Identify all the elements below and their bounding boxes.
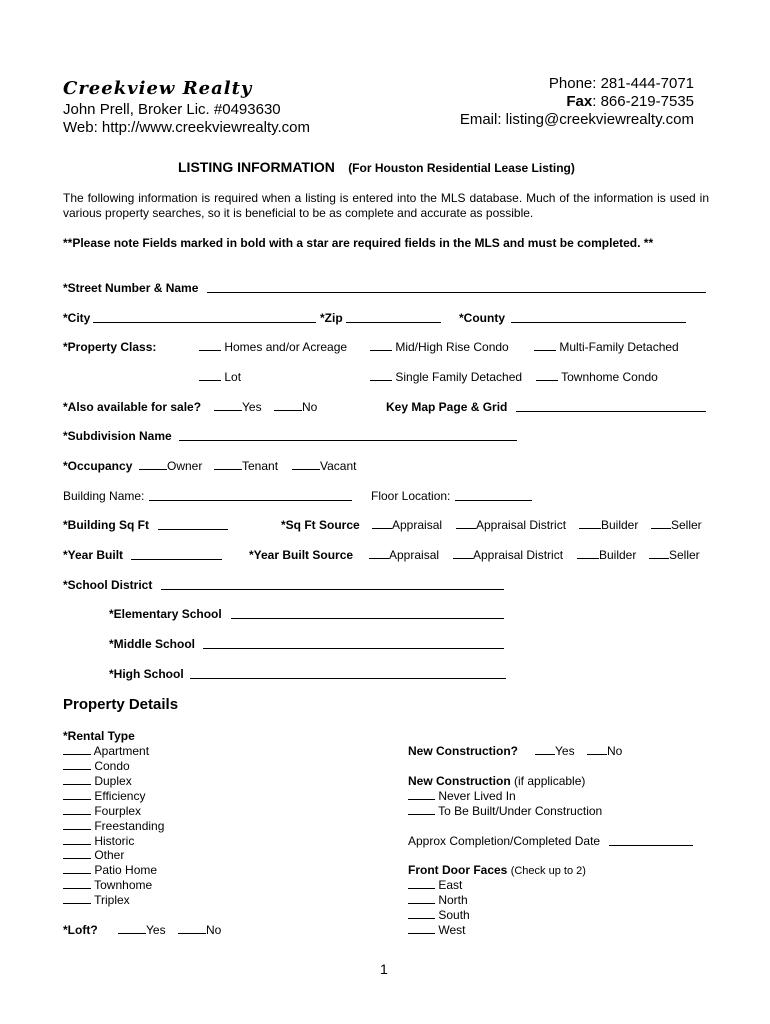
rental-type-condo[interactable]: Condo xyxy=(63,759,130,773)
class-option-midrise[interactable]: Mid/High Rise Condo xyxy=(370,340,509,354)
year-built-label: *Year Built xyxy=(63,548,124,562)
year-built-line[interactable] xyxy=(131,559,222,560)
rental-type-apartment[interactable]: Apartment xyxy=(63,744,149,758)
loft-no[interactable]: No xyxy=(178,923,221,937)
high-line[interactable] xyxy=(190,678,506,679)
broker-line: John Prell, Broker Lic. #0493630 xyxy=(63,101,281,118)
also-sale-yes[interactable]: Yes xyxy=(214,400,262,414)
street-label: *Street Number & Name xyxy=(63,281,199,295)
loft-yes[interactable]: Yes xyxy=(118,923,166,937)
nc-never-lived-in[interactable]: Never Lived In xyxy=(408,789,516,803)
new-construction-label: New Construction? xyxy=(408,744,518,758)
page-number: 1 xyxy=(380,961,388,977)
approx-completion-line[interactable] xyxy=(609,845,693,846)
intro-paragraph: The following information is required when a listing is entered into the MLS database. Much of the information is used in various property searches, so it is beneficial to be as complete and accurate as possible. xyxy=(63,191,709,220)
rental-type-townhome[interactable]: Townhome xyxy=(63,878,152,892)
class-option-lot[interactable]: Lot xyxy=(199,370,241,384)
rental-type-freestanding[interactable]: Freestanding xyxy=(63,819,164,833)
new-construction-applicable: New Construction (if applicable) xyxy=(408,774,586,788)
rental-type-historic[interactable]: Historic xyxy=(63,834,134,848)
sqft-source-seller[interactable]: Seller xyxy=(651,518,702,532)
class-option-single-family[interactable]: Single Family Detached xyxy=(370,370,522,384)
zip-label: *Zip xyxy=(320,311,343,325)
required-note: **Please note Fields marked in bold with a star are required fields in the MLS and must be completed. ** xyxy=(63,236,654,250)
rental-type-other[interactable]: Other xyxy=(63,848,124,862)
title-sub: (For Houston Residential Lease Listing) xyxy=(348,161,575,175)
school-district-line[interactable] xyxy=(161,589,504,590)
elementary-label: *Elementary School xyxy=(109,607,222,621)
key-map-label: Key Map Page & Grid xyxy=(386,400,508,414)
also-sale-label: *Also available for sale? xyxy=(63,400,202,414)
new-construction-yes[interactable]: Yes xyxy=(535,744,575,758)
also-sale-no[interactable]: No xyxy=(274,400,317,414)
key-map-line[interactable] xyxy=(516,411,706,412)
subdivision-label: *Subdivision Name xyxy=(63,429,172,443)
city-label: *City xyxy=(63,311,91,325)
web-line: Web: http://www.creekviewrealty.com xyxy=(63,119,311,136)
rental-type-duplex[interactable]: Duplex xyxy=(63,774,132,788)
school-district-label: *School District xyxy=(63,578,153,592)
nc-to-be-built[interactable]: To Be Built/Under Construction xyxy=(408,804,602,818)
building-name-label: Building Name: xyxy=(63,489,145,503)
new-construction-no[interactable]: No xyxy=(587,744,622,758)
front-door-south[interactable]: South xyxy=(408,908,470,922)
subdivision-line[interactable] xyxy=(179,440,517,441)
building-sqft-line[interactable] xyxy=(158,529,228,530)
floor-location-label: Floor Location: xyxy=(371,489,451,503)
year-source-appraisal[interactable]: Appraisal xyxy=(369,548,439,562)
company-name: Creekview Realty xyxy=(63,78,253,99)
floor-location-line[interactable] xyxy=(455,500,532,501)
building-sqft-label: *Building Sq Ft xyxy=(63,518,149,532)
occupancy-vacant[interactable]: Vacant xyxy=(292,459,356,473)
title-main: LISTING INFORMATION xyxy=(178,159,335,175)
year-built-source-label: *Year Built Source xyxy=(249,548,354,562)
high-label: *High School xyxy=(109,667,184,681)
middle-line[interactable] xyxy=(203,648,504,649)
sqft-source-label: *Sq Ft Source xyxy=(281,518,360,532)
class-option-townhome-condo[interactable]: Townhome Condo xyxy=(536,370,658,384)
form-title xyxy=(178,159,575,177)
year-source-seller[interactable]: Seller xyxy=(649,548,700,562)
front-door-north[interactable]: North xyxy=(408,893,468,907)
property-class-label: *Property Class: xyxy=(63,340,157,354)
approx-completion-label: Approx Completion/Completed Date xyxy=(408,834,601,848)
rental-type-triplex[interactable]: Triplex xyxy=(63,893,130,907)
fax-label: Fax xyxy=(566,93,593,110)
street-line[interactable] xyxy=(207,292,706,293)
building-name-line[interactable] xyxy=(149,500,352,501)
county-label: *County xyxy=(459,311,505,325)
email-line: Email: listing@creekviewrealty.com xyxy=(459,111,694,128)
loft-label: *Loft? xyxy=(63,923,98,937)
rental-type-label: *Rental Type xyxy=(63,729,135,743)
sqft-source-builder[interactable]: Builder xyxy=(579,518,638,532)
fax-value: : 866-219-7535 xyxy=(592,93,694,110)
phone-line: Phone: 281-444-7071 xyxy=(548,75,694,92)
fax-line xyxy=(566,93,694,110)
middle-label: *Middle School xyxy=(109,637,196,651)
sqft-source-district[interactable]: Appraisal District xyxy=(456,518,566,532)
sqft-source-appraisal[interactable]: Appraisal xyxy=(372,518,442,532)
occupancy-tenant[interactable]: Tenant xyxy=(214,459,278,473)
class-option-multifamily[interactable]: Multi-Family Detached xyxy=(534,340,679,354)
rental-type-efficiency[interactable]: Efficiency xyxy=(63,789,145,803)
year-source-district[interactable]: Appraisal District xyxy=(453,548,563,562)
county-line[interactable] xyxy=(511,322,686,323)
city-line[interactable] xyxy=(93,322,316,323)
front-door-west[interactable]: West xyxy=(408,923,465,937)
occupancy-owner[interactable]: Owner xyxy=(139,459,202,473)
rental-type-patio-home[interactable]: Patio Home xyxy=(63,863,157,877)
front-door-label: Front Door Faces (Check up to 2) xyxy=(408,863,586,877)
class-option-homes[interactable]: Homes and/or Acreage xyxy=(199,340,347,354)
year-source-builder[interactable]: Builder xyxy=(577,548,636,562)
zip-line[interactable] xyxy=(346,322,441,323)
elementary-line[interactable] xyxy=(231,618,504,619)
occupancy-label: *Occupancy xyxy=(63,459,133,473)
rental-type-fourplex[interactable]: Fourplex xyxy=(63,804,141,818)
front-door-east[interactable]: East xyxy=(408,878,462,892)
property-details-heading: Property Details xyxy=(63,696,179,713)
